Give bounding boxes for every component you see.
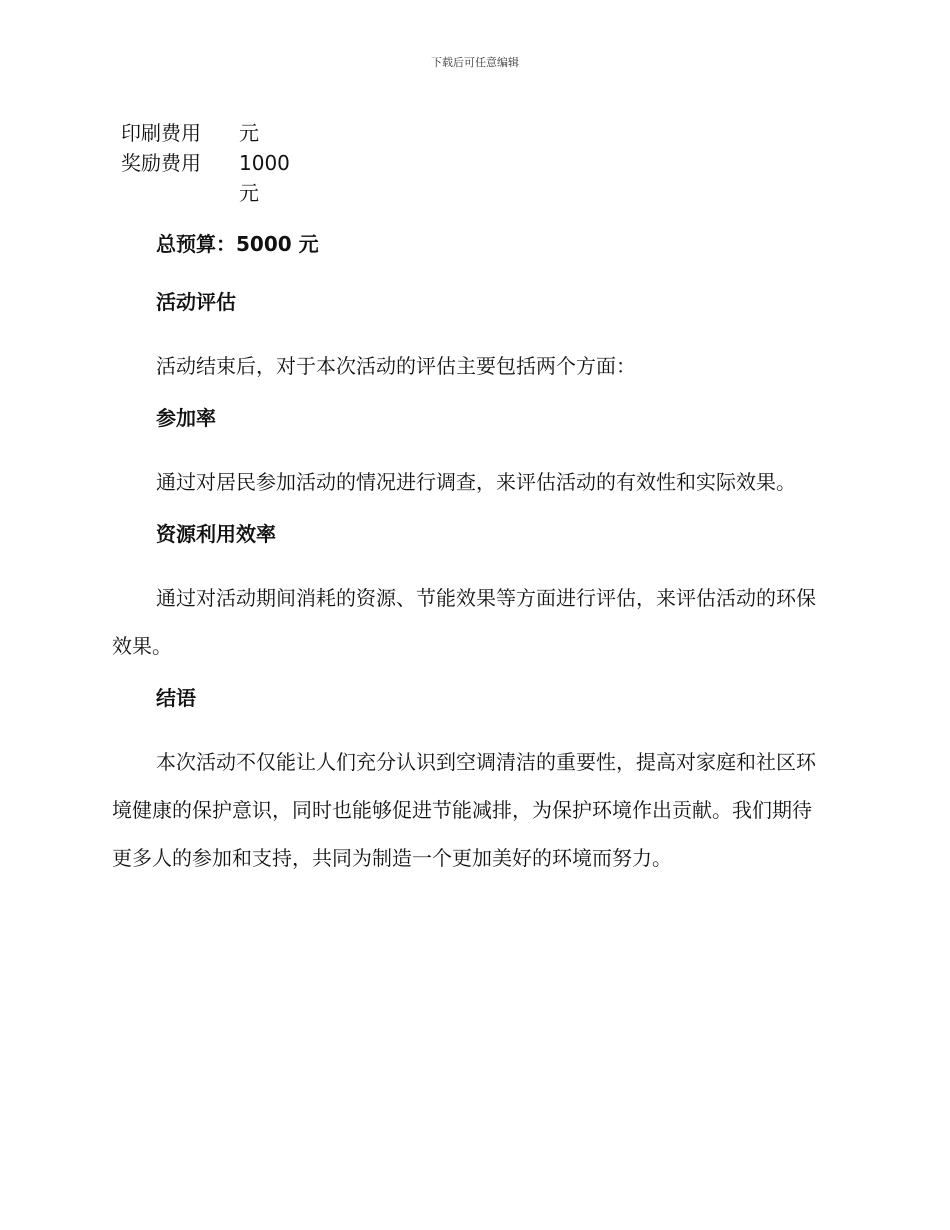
page-header-note: 下载后可任意编辑 [431,56,519,69]
budget-amount-line: 元 [239,121,259,145]
budget-amount-line: 1000 [239,151,290,175]
total-budget: 总预算：5000 元 [156,232,319,256]
conclusion-paragraph: 本次活动不仅能让人们充分认识到空调清洁的重要性，提高对家庭和社区环境健康的保护意识，同时也能够促进节能减排，为保护环境作出贡献。我们期待更多人的参加和支持，共同为制造一个更加美好的环境而努力。 [112,750,816,870]
participation-paragraph: 通过对居民参加活动的情况进行调查，来评估活动的有效性和实际效果。 [156,470,796,494]
budget-item-reward: 奖励费用 [121,151,201,175]
evaluation-intro-paragraph: 活动结束后，对于本次活动的评估主要包括两个方面： [156,354,636,378]
resource-paragraph: 通过对活动期间消耗的资源、节能效果等方面进行评估，来评估活动的环保效果。 [112,586,816,658]
section-heading-evaluation: 活动评估 [156,290,236,314]
section-heading-resource: 资源利用效率 [156,522,276,546]
budget-amount-printing [239,118,309,148]
table-row [112,118,309,148]
budget-amount-reward [239,148,309,208]
table-row [112,148,309,208]
budget-item-printing: 印刷费用 [121,121,201,145]
section-heading-conclusion: 结语 [156,686,196,710]
budget-table [112,118,309,208]
section-heading-participation: 参加率 [156,406,216,430]
budget-amount-unit: 元 [239,181,259,205]
document-body [112,226,830,892]
